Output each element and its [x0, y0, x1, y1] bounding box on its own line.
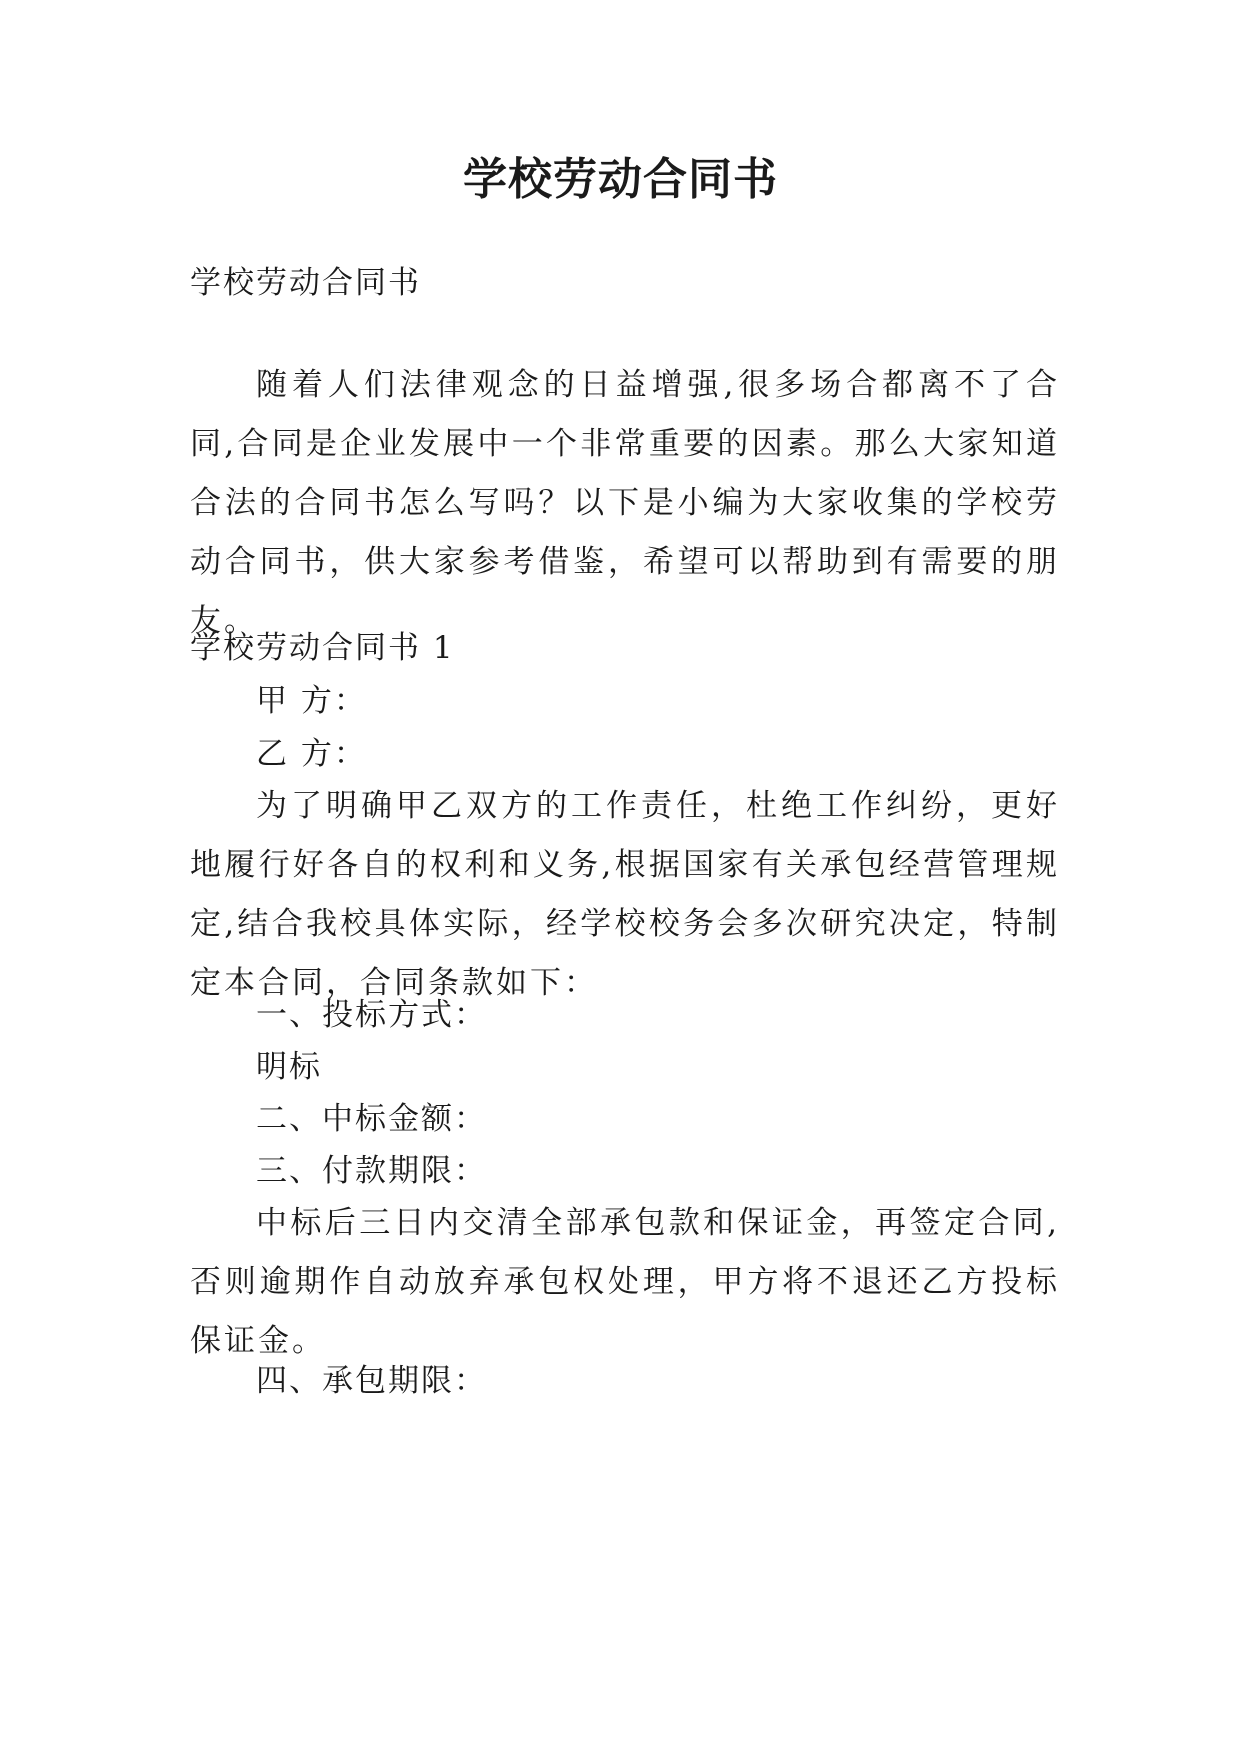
clause-3-text: 中标后三日内交清全部承包款和保证金，再签定合同,否则逾期作自动放弃承包权处理，甲方将不退还乙方投标保证金。 — [190, 1205, 1060, 1359]
party-b-label: 乙 方： — [256, 736, 367, 772]
document-title: 学校劳动合同书 — [463, 154, 778, 205]
section-heading: 学校劳动合同书 1 — [190, 630, 455, 666]
intro-paragraph: 随着人们法律观念的日益增强,很多场合都离不了合同,合同是企业发展中一个非常重要的因素。那么大家知道合法的合同书怎么写吗？以下是小编为大家收集的学校劳动合同书，供大家参考借鉴，希望可以帮助到有需要的朋友。 — [190, 367, 1060, 639]
clause-1-heading: 一、投标方式： — [256, 997, 487, 1033]
clause-3-heading: 三、付款期限： — [256, 1153, 487, 1189]
clause-1-value: 明标 — [256, 1049, 322, 1085]
document-subtitle: 学校劳动合同书 — [190, 265, 421, 301]
clause-2-heading: 二、中标金额： — [256, 1101, 487, 1137]
party-a-label: 甲 方： — [256, 683, 367, 719]
clause-4-heading: 四、承包期限： — [256, 1363, 487, 1399]
preamble-paragraph: 为了明确甲乙双方的工作责任，杜绝工作纠纷，更好地履行好各自的权利和义务,根据国家有关承包经营管理规定,结合我校具体实际，经学校校务会多次研究决定，特制定本合同，合同条款如下： — [190, 788, 1060, 1001]
